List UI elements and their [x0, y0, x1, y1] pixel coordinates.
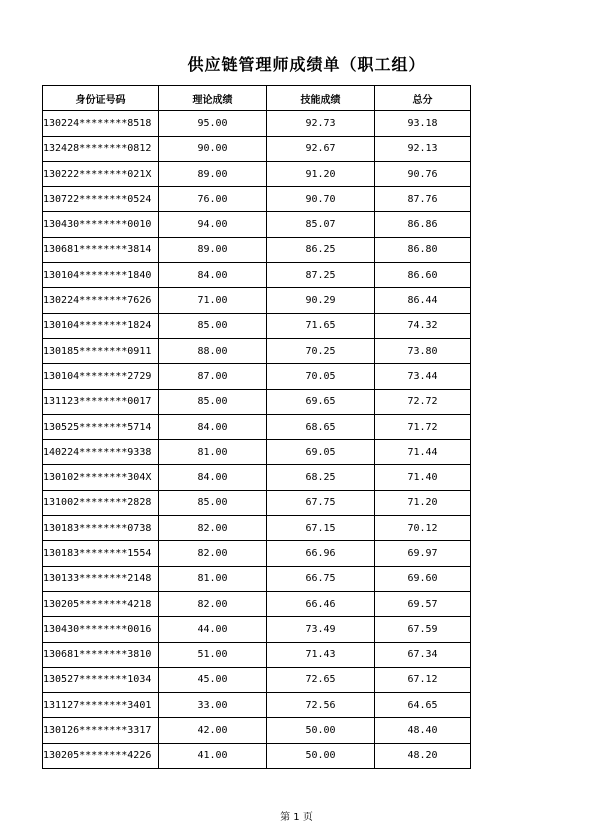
skill-score-cell: 69.05 [267, 440, 375, 465]
theory-score-cell: 84.00 [159, 465, 267, 490]
skill-score-cell: 69.65 [267, 389, 375, 414]
total-score-cell: 71.20 [375, 490, 471, 515]
id-number-cell: 130104********1824 [43, 313, 159, 338]
id-number-cell: 131127********3401 [43, 693, 159, 718]
id-number-cell: 130133********2148 [43, 566, 159, 591]
skill-score-cell: 67.15 [267, 516, 375, 541]
id-number-cell: 130430********0016 [43, 617, 159, 642]
theory-score-cell: 41.00 [159, 743, 267, 768]
total-score-cell: 67.12 [375, 667, 471, 692]
table-row [43, 718, 471, 743]
skill-score-cell: 70.25 [267, 338, 375, 363]
theory-score-cell: 89.00 [159, 161, 267, 186]
id-number-cell: 130430********0010 [43, 212, 159, 237]
total-score-cell: 92.13 [375, 136, 471, 161]
theory-score-cell: 44.00 [159, 617, 267, 642]
table-row [43, 642, 471, 667]
total-score-cell: 73.80 [375, 338, 471, 363]
total-score-cell: 67.59 [375, 617, 471, 642]
table-row [43, 212, 471, 237]
total-score-cell: 73.44 [375, 364, 471, 389]
page-number: 第 1 页 [280, 812, 313, 823]
skill-score-cell: 50.00 [267, 718, 375, 743]
id-number-cell: 140224********9338 [43, 440, 159, 465]
id-number-cell: 131002********2828 [43, 490, 159, 515]
theory-score-cell: 71.00 [159, 288, 267, 313]
total-score-cell: 90.76 [375, 161, 471, 186]
skill-score-cell: 66.46 [267, 591, 375, 616]
id-number-cell: 131123********0017 [43, 389, 159, 414]
theory-score-cell: 45.00 [159, 667, 267, 692]
id-number-cell: 130104********2729 [43, 364, 159, 389]
theory-score-cell: 76.00 [159, 187, 267, 212]
total-score-cell: 64.65 [375, 693, 471, 718]
id-number-cell: 130527********1034 [43, 667, 159, 692]
theory-score-cell: 82.00 [159, 541, 267, 566]
id-number-cell: 130185********0911 [43, 338, 159, 363]
theory-score-cell: 51.00 [159, 642, 267, 667]
table-row [43, 465, 471, 490]
id-number-cell: 130205********4226 [43, 743, 159, 768]
skill-score-cell: 70.05 [267, 364, 375, 389]
skill-score-cell: 67.75 [267, 490, 375, 515]
table-row [43, 541, 471, 566]
total-score-cell: 86.80 [375, 237, 471, 262]
skill-score-cell: 85.07 [267, 212, 375, 237]
skill-score-cell: 91.20 [267, 161, 375, 186]
table-row [43, 313, 471, 338]
header-skill-score: 技能成绩 [267, 86, 375, 111]
table-row [43, 111, 471, 136]
table-row [43, 667, 471, 692]
table-row [43, 338, 471, 363]
skill-score-cell: 71.65 [267, 313, 375, 338]
skill-score-cell: 72.65 [267, 667, 375, 692]
id-number-cell: 130183********1554 [43, 541, 159, 566]
id-number-cell: 130224********8518 [43, 111, 159, 136]
total-score-cell: 87.76 [375, 187, 471, 212]
table-row [43, 187, 471, 212]
id-number-cell: 130102********304X [43, 465, 159, 490]
id-number-cell: 130104********1840 [43, 263, 159, 288]
theory-score-cell: 87.00 [159, 364, 267, 389]
theory-score-cell: 82.00 [159, 516, 267, 541]
theory-score-cell: 84.00 [159, 414, 267, 439]
total-score-cell: 70.12 [375, 516, 471, 541]
total-score-cell: 74.32 [375, 313, 471, 338]
id-number-cell: 130126********3317 [43, 718, 159, 743]
total-score-cell: 71.40 [375, 465, 471, 490]
theory-score-cell: 89.00 [159, 237, 267, 262]
skill-score-cell: 90.29 [267, 288, 375, 313]
skill-score-cell: 66.75 [267, 566, 375, 591]
theory-score-cell: 82.00 [159, 591, 267, 616]
total-score-cell: 69.60 [375, 566, 471, 591]
table-row [43, 591, 471, 616]
table-row [43, 263, 471, 288]
theory-score-cell: 81.00 [159, 566, 267, 591]
table-row [43, 566, 471, 591]
table-row [43, 237, 471, 262]
id-number-cell: 130183********0738 [43, 516, 159, 541]
table-row [43, 414, 471, 439]
theory-score-cell: 90.00 [159, 136, 267, 161]
theory-score-cell: 42.00 [159, 718, 267, 743]
skill-score-cell: 50.00 [267, 743, 375, 768]
table-row [43, 617, 471, 642]
table-row [43, 516, 471, 541]
skill-score-cell: 87.25 [267, 263, 375, 288]
total-score-cell: 86.44 [375, 288, 471, 313]
table-row [43, 743, 471, 768]
skill-score-cell: 90.70 [267, 187, 375, 212]
skill-score-cell: 68.65 [267, 414, 375, 439]
table-row [43, 389, 471, 414]
theory-score-cell: 33.00 [159, 693, 267, 718]
table-row [43, 440, 471, 465]
id-number-cell: 130722********0524 [43, 187, 159, 212]
id-number-cell: 130224********7626 [43, 288, 159, 313]
table-row [43, 161, 471, 186]
id-number-cell: 130681********3814 [43, 237, 159, 262]
id-number-cell: 130205********4218 [43, 591, 159, 616]
theory-score-cell: 81.00 [159, 440, 267, 465]
total-score-cell: 69.97 [375, 541, 471, 566]
table-body [43, 111, 471, 769]
theory-score-cell: 95.00 [159, 111, 267, 136]
id-number-cell: 132428********0812 [43, 136, 159, 161]
theory-score-cell: 84.00 [159, 263, 267, 288]
header-total-score: 总分 [375, 86, 471, 111]
header-id-number: 身份证号码 [43, 86, 159, 111]
theory-score-cell: 85.00 [159, 313, 267, 338]
theory-score-cell: 94.00 [159, 212, 267, 237]
id-number-cell: 130222********021X [43, 161, 159, 186]
total-score-cell: 71.44 [375, 440, 471, 465]
skill-score-cell: 66.96 [267, 541, 375, 566]
skill-score-cell: 73.49 [267, 617, 375, 642]
header-theory-score: 理论成绩 [159, 86, 267, 111]
total-score-cell: 93.18 [375, 111, 471, 136]
skill-score-cell: 72.56 [267, 693, 375, 718]
table-row [43, 490, 471, 515]
page-title: 供应链管理师成绩单（职工组） [187, 55, 426, 74]
total-score-cell: 86.60 [375, 263, 471, 288]
theory-score-cell: 88.00 [159, 338, 267, 363]
skill-score-cell: 71.43 [267, 642, 375, 667]
theory-score-cell: 85.00 [159, 490, 267, 515]
id-number-cell: 130681********3810 [43, 642, 159, 667]
total-score-cell: 86.86 [375, 212, 471, 237]
skill-score-cell: 92.73 [267, 111, 375, 136]
table-row [43, 364, 471, 389]
total-score-cell: 67.34 [375, 642, 471, 667]
table-row [43, 288, 471, 313]
theory-score-cell: 85.00 [159, 389, 267, 414]
total-score-cell: 72.72 [375, 389, 471, 414]
table-row [43, 693, 471, 718]
table-header-row [43, 86, 471, 111]
skill-score-cell: 86.25 [267, 237, 375, 262]
total-score-cell: 69.57 [375, 591, 471, 616]
score-table [42, 85, 471, 769]
total-score-cell: 48.20 [375, 743, 471, 768]
total-score-cell: 48.40 [375, 718, 471, 743]
total-score-cell: 71.72 [375, 414, 471, 439]
id-number-cell: 130525********5714 [43, 414, 159, 439]
skill-score-cell: 68.25 [267, 465, 375, 490]
skill-score-cell: 92.67 [267, 136, 375, 161]
table-row [43, 136, 471, 161]
